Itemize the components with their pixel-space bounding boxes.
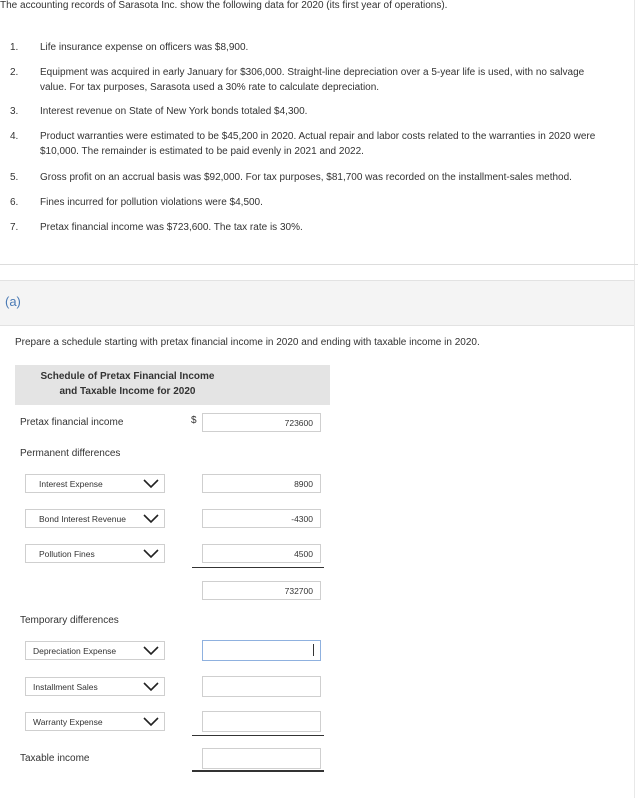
- subtotal-underline: [192, 567, 324, 568]
- permanent-diff-value-1[interactable]: 8900: [202, 474, 321, 493]
- taxable-income-input[interactable]: [202, 748, 321, 769]
- temporary-diff-select-1[interactable]: [25, 641, 165, 660]
- currency-symbol: $: [191, 415, 197, 426]
- permanent-diff-select-2[interactable]: [25, 509, 165, 528]
- permanent-diff-value-2[interactable]: -4300: [202, 509, 321, 528]
- permanent-diff-value-3[interactable]: 4500: [202, 544, 321, 563]
- part-label: (a): [5, 294, 21, 309]
- schedule-title-line2: and Taxable Income for 2020: [59, 386, 196, 397]
- permanent-differences-label: Permanent differences: [20, 448, 121, 459]
- chevron-down-icon: [143, 681, 159, 692]
- part-instruction: Prepare a schedule starting with pretax financial income in 2020 and ending with taxable income in 2020.: [15, 337, 480, 348]
- schedule-header: [15, 365, 330, 405]
- text-cursor: [313, 644, 314, 656]
- subtotal-input[interactable]: 732700: [202, 581, 321, 600]
- temporary-diff-select-2-value: Installment Sales: [33, 682, 98, 692]
- chevron-down-icon: [143, 513, 159, 524]
- chevron-down-icon: [143, 548, 159, 559]
- taxable-double-underline: [192, 770, 324, 772]
- temporary-diff-select-2[interactable]: [25, 677, 165, 696]
- temporary-diff-select-3[interactable]: [25, 712, 165, 731]
- chevron-down-icon: [143, 478, 159, 489]
- right-border: [634, 0, 635, 798]
- permanent-diff-select-3-value: Pollution Fines: [39, 549, 95, 559]
- taxable-underline: [192, 735, 324, 736]
- problem-intro: The accounting records of Sarasota Inc. show the following data for 2020 (its first year of operations).: [0, 0, 448, 11]
- taxable-income-label: Taxable income: [20, 753, 90, 764]
- temporary-diff-select-3-value: Warranty Expense: [33, 717, 103, 727]
- pretax-income-input[interactable]: 723600: [202, 413, 321, 432]
- temporary-differences-label: Temporary differences: [20, 615, 119, 626]
- schedule-title-line1: Schedule of Pretax Financial Income: [40, 371, 215, 382]
- chevron-down-icon: [143, 716, 159, 727]
- permanent-diff-select-2-value: Bond Interest Revenue: [39, 514, 126, 524]
- pretax-income-label: Pretax financial income: [20, 417, 124, 428]
- permanent-diff-select-1[interactable]: [25, 474, 165, 493]
- temporary-diff-value-2[interactable]: [202, 676, 321, 697]
- permanent-diff-select-3[interactable]: [25, 544, 165, 563]
- temporary-diff-value-1[interactable]: [202, 640, 321, 661]
- section-divider: [0, 264, 638, 265]
- temporary-diff-value-3[interactable]: [202, 711, 321, 732]
- chevron-down-icon: [143, 645, 159, 656]
- permanent-diff-select-1-value: Interest Expense: [39, 479, 103, 489]
- temporary-diff-select-1-value: Depreciation Expense: [33, 646, 117, 656]
- part-header-band: [0, 280, 634, 326]
